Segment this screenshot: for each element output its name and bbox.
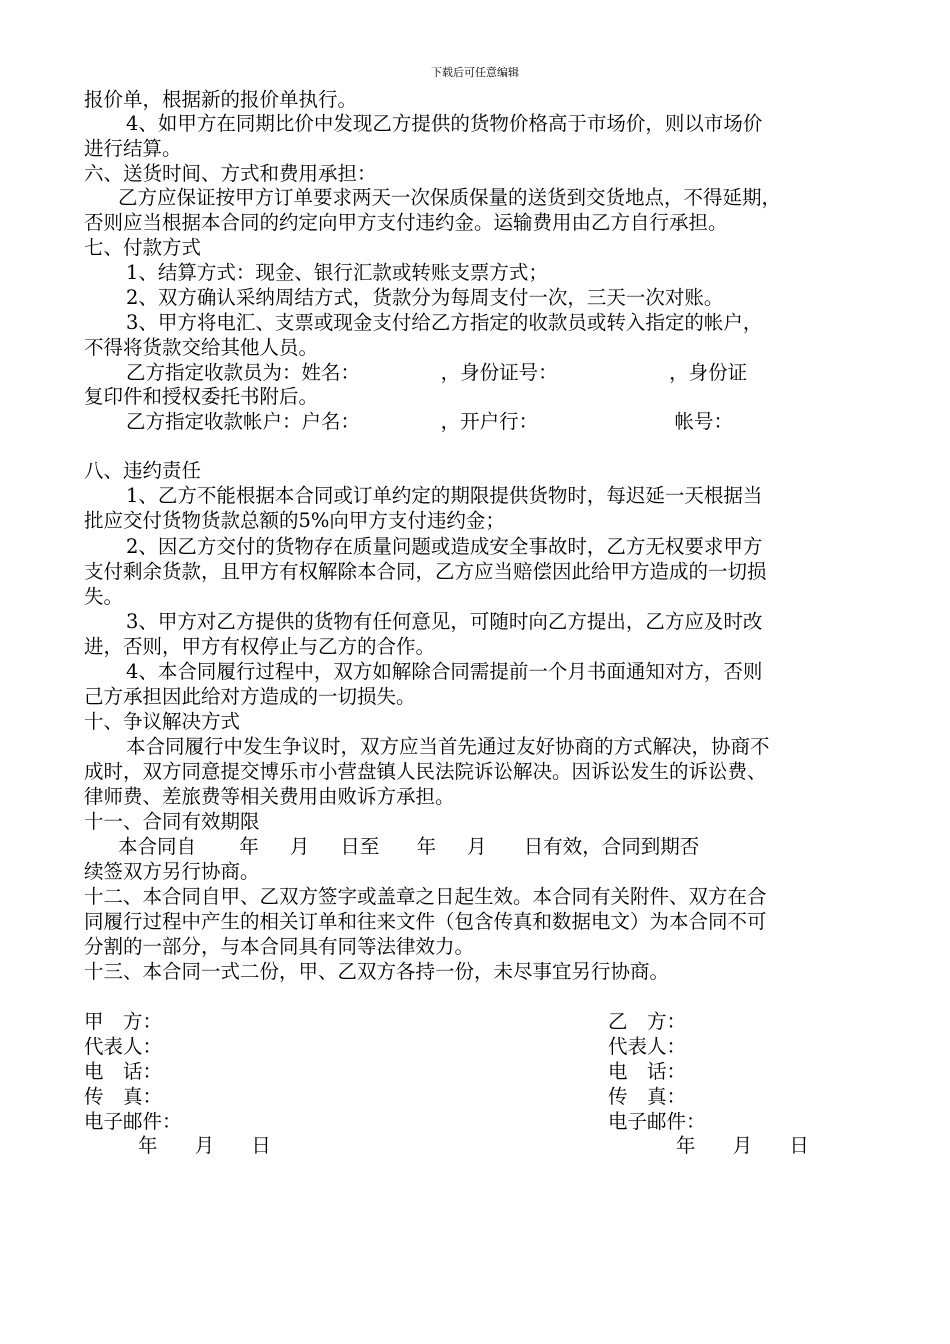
paragraph-line: 十三、本合同一式二份，甲、乙双方各持一份，未尽事宜另行协商。 bbox=[84, 960, 670, 983]
paragraph-line: 批应交付货物货款总额的5%向甲方支付违约金； bbox=[84, 509, 505, 532]
party-a-phone-label: 电 话： bbox=[84, 1060, 163, 1083]
party-b-representative-label: 代表人： bbox=[608, 1035, 687, 1058]
paragraph-line: 不得将货款交给其他人员。 bbox=[84, 336, 319, 359]
section-heading: 八、违约责任 bbox=[84, 459, 202, 482]
paragraph-line: 本合同自 年 月 日至 年 月 日有效，合同到期否 bbox=[118, 835, 700, 858]
party-b-phone-label: 电 话： bbox=[608, 1060, 687, 1083]
party-b-email-label: 电子邮件： bbox=[608, 1110, 706, 1133]
section-heading: 六、送货时间、方式和费用承担： bbox=[84, 162, 377, 185]
paragraph-line: 2、双方确认采纳周结方式，货款分为每周支付一次，三天一次对账。 bbox=[126, 286, 724, 309]
paragraph-line: 成时，双方同意提交博乐市小营盘镇人民法院诉讼解决。因诉讼发生的诉讼费、 bbox=[84, 760, 767, 783]
section-heading: 十、争议解决方式 bbox=[84, 710, 241, 733]
paragraph-line: 同履行过程中产生的相关订单和往来文件（包含传真和数据电文）为本合同不可 bbox=[84, 910, 767, 933]
paragraph-line: 乙方指定收款员为：姓名： ，身份证号： ，身份证 bbox=[126, 361, 748, 384]
paragraph-line: 否则应当根据本合同的约定向甲方支付违约金。运输费用由乙方自行承担。 bbox=[84, 211, 728, 234]
paragraph-line: 十二、本合同自甲、乙双方签字或盖章之日起生效。本合同有关附件、双方在合 bbox=[84, 885, 767, 908]
party-b-label: 乙 方： bbox=[608, 1010, 687, 1033]
paragraph-line: 2、因乙方交付的货物存在质量问题或造成安全事故时，乙方无权要求甲方 bbox=[126, 535, 763, 558]
paragraph-line: 4、本合同履行过程中，双方如解除合同需提前一个月书面通知对方，否则 bbox=[126, 660, 763, 683]
paragraph-line: 分割的一部分，与本合同具有同等法律效力。 bbox=[84, 935, 475, 958]
party-b-date: 年 月 日 bbox=[676, 1134, 809, 1157]
paragraph-line: 1、乙方不能根据本合同或订单约定的期限提供货物时，每迟延一天根据当 bbox=[126, 484, 763, 507]
paragraph-line: 3、甲方对乙方提供的货物有任何意见，可随时向乙方提出，乙方应及时改 bbox=[126, 610, 763, 633]
paragraph-line: 报价单，根据新的报价单执行。 bbox=[84, 88, 358, 111]
party-a-representative-label: 代表人： bbox=[84, 1035, 163, 1058]
party-a-date: 年 月 日 bbox=[138, 1134, 271, 1157]
paragraph-line: 己方承担因此给对方造成的一切损失。 bbox=[84, 685, 416, 708]
paragraph-line: 乙方应保证按甲方订单要求两天一次保质保量的送货到交货地点，不得延期， bbox=[118, 186, 782, 209]
paragraph-line: 进行结算。 bbox=[84, 137, 182, 160]
section-heading: 七、付款方式 bbox=[84, 236, 202, 259]
paragraph-line: 支付剩余货款，且甲方有权解除本合同，乙方应当赔偿因此给甲方造成的一切损 bbox=[84, 560, 767, 583]
paragraph-line: 乙方指定收款帐户：户名： ，开户行： 帐号： bbox=[126, 410, 733, 433]
party-a-label: 甲 方： bbox=[84, 1010, 163, 1033]
paragraph-line: 律师费、差旅费等相关费用由败诉方承担。 bbox=[84, 785, 455, 808]
party-b-fax-label: 传 真： bbox=[608, 1085, 687, 1108]
paragraph-line: 本合同履行中发生争议时，双方应当首先通过友好协商的方式解决，协商不 bbox=[126, 735, 770, 758]
section-heading: 十一、合同有效期限 bbox=[84, 810, 260, 833]
page-header: 下载后可任意编辑 bbox=[431, 66, 519, 79]
paragraph-line: 4、如甲方在同期比价中发现乙方提供的货物价格高于市场价，则以市场价 bbox=[126, 112, 763, 135]
paragraph-line: 1、结算方式：现金、银行汇款或转账支票方式； bbox=[126, 261, 548, 284]
paragraph-line: 复印件和授权委托书附后。 bbox=[84, 385, 319, 408]
paragraph-line: 3、甲方将电汇、支票或现金支付给乙方指定的收款员或转入指定的帐户， bbox=[126, 311, 763, 334]
paragraph-line: 进，否则，甲方有权停止与乙方的合作。 bbox=[84, 635, 436, 658]
paragraph-line: 失。 bbox=[84, 585, 124, 608]
party-a-fax-label: 传 真： bbox=[84, 1085, 163, 1108]
paragraph-line: 续签双方另行协商。 bbox=[84, 860, 260, 883]
party-a-email-label: 电子邮件： bbox=[84, 1110, 182, 1133]
